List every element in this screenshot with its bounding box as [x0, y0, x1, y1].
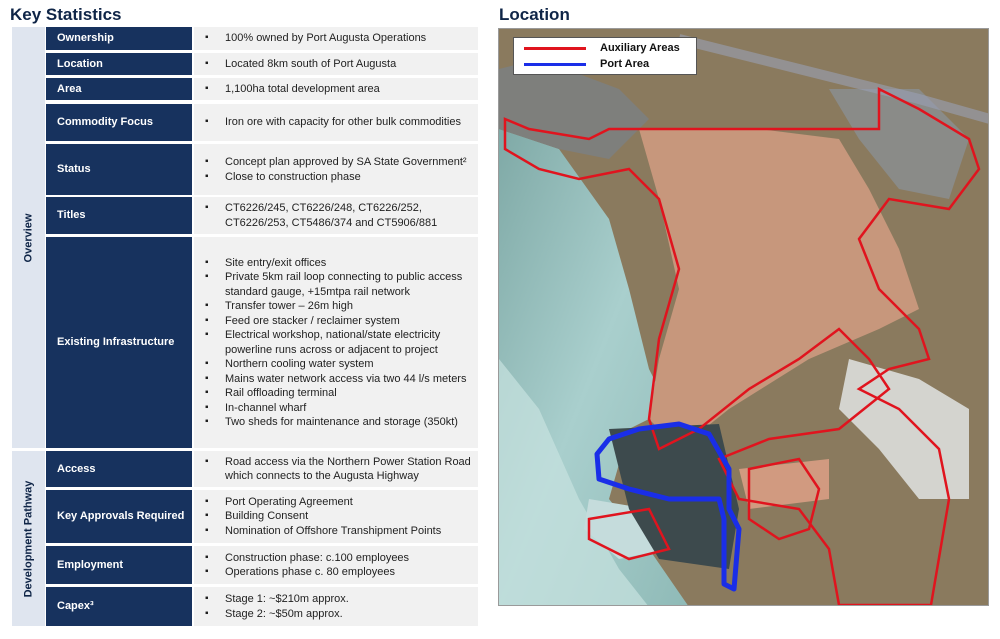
row-label: Area: [46, 78, 192, 100]
value-bullet: ▪ Construction phase: c.100 employees: [194, 551, 474, 566]
row-values: [194, 587, 478, 626]
row-label: Location: [46, 53, 192, 75]
row-values: [194, 27, 478, 50]
row-values: [194, 104, 478, 141]
value-bullet: ▪ Located 8km south of Port Augusta: [194, 57, 474, 72]
section-label-text: Overview: [22, 213, 35, 262]
value-bullet: ▪ Iron ore with capacity for other bulk commodities: [194, 115, 474, 130]
map-legend: [513, 37, 697, 75]
row-values: [194, 197, 478, 234]
table-row: [46, 237, 478, 448]
row-values: [194, 78, 478, 100]
value-bullet: ▪ Building Consent: [194, 509, 474, 524]
value-bullet: ▪ Port Operating Agreement: [194, 495, 474, 510]
table-row: [46, 78, 478, 100]
value-bullet: ▪ Stage 1: ~$210m approx.: [194, 592, 474, 607]
table-row: [46, 587, 478, 626]
value-bullet: ▪ Concept plan approved by SA State Government²: [194, 155, 474, 170]
value-bullet: ▪ 1,100ha total development area: [194, 82, 474, 97]
table-row: [46, 451, 478, 487]
row-label: Titles: [46, 197, 192, 234]
legend-label: Auxiliary Areas: [600, 42, 680, 54]
value-bullet: ▪ Northern cooling water system: [194, 357, 474, 372]
legend-item-auxiliary-areas: [524, 42, 680, 54]
table-row: [46, 546, 478, 584]
section-label-text: Development Pathway: [22, 480, 35, 597]
value-bullet: ▪ Close to construction phase: [194, 170, 474, 185]
satellite-map-image: [499, 29, 989, 606]
table-row: [46, 144, 478, 195]
location-map: [498, 28, 989, 606]
table-row: [46, 490, 478, 543]
row-values: [194, 451, 478, 487]
legend-swatch: [524, 63, 586, 66]
legend-item-port-area: [524, 58, 649, 70]
legend-swatch: [524, 47, 586, 50]
row-label: Capex³: [46, 587, 192, 626]
row-label: Status: [46, 144, 192, 195]
row-values: [194, 53, 478, 75]
legend-label: Port Area: [600, 58, 650, 70]
value-bullet: ▪ Site entry/exit offices: [194, 256, 474, 271]
value-bullet: ▪ In-channel wharf: [194, 401, 474, 416]
row-label: Key Approvals Required: [46, 490, 192, 543]
value-bullet: ▪ Nomination of Offshore Transhipment Points: [194, 524, 474, 539]
row-values: [194, 546, 478, 584]
value-bullet: ▪ Two sheds for maintenance and storage (350kt): [194, 415, 474, 430]
value-bullet: ▪ 100% owned by Port Augusta Operations: [194, 31, 474, 46]
value-bullet: ▪ Feed ore stacker / reclaimer system: [194, 314, 474, 329]
row-label: Existing Infrastructure: [46, 237, 192, 448]
row-values: [194, 237, 478, 448]
row-label: Commodity Focus: [46, 104, 192, 141]
section-label-development-pathway: [12, 451, 45, 626]
section-label-overview: [12, 27, 45, 448]
table-row: [46, 53, 478, 75]
row-values: [194, 490, 478, 543]
key-statistics-title: Key Statistics: [10, 5, 122, 24]
value-bullet: ▪ CT6226/245, CT6226/248, CT6226/252, CT6226/253, CT5486/374 and CT5906/881: [194, 201, 474, 230]
value-bullet: ▪ Road access via the Northern Power Station Road which connects to the Augusta Highway: [194, 455, 474, 484]
value-bullet: ▪ Stage 2: ~$50m approx.: [194, 607, 474, 622]
value-bullet: ▪ Rail offloading terminal: [194, 386, 474, 401]
value-bullet: ▪ Electrical workshop, national/state electricity powerline runs across or adjacent to project: [194, 328, 474, 357]
table-row: [46, 197, 478, 234]
value-bullet: ▪ Transfer tower – 26m high: [194, 299, 474, 314]
row-label: Access: [46, 451, 192, 487]
location-title: Location: [499, 5, 570, 24]
row-label: Ownership: [46, 27, 192, 50]
value-bullet: ▪ Operations phase c. 80 employees: [194, 565, 474, 580]
table-row: [46, 104, 478, 141]
table-row: [46, 27, 478, 50]
row-values: [194, 144, 478, 195]
value-bullet: ▪ Private 5km rail loop connecting to public access standard gauge, +15mtpa rail network: [194, 270, 474, 299]
value-bullet: ▪ Mains water network access via two 44 l/s meters: [194, 372, 474, 387]
row-label: Employment: [46, 546, 192, 584]
